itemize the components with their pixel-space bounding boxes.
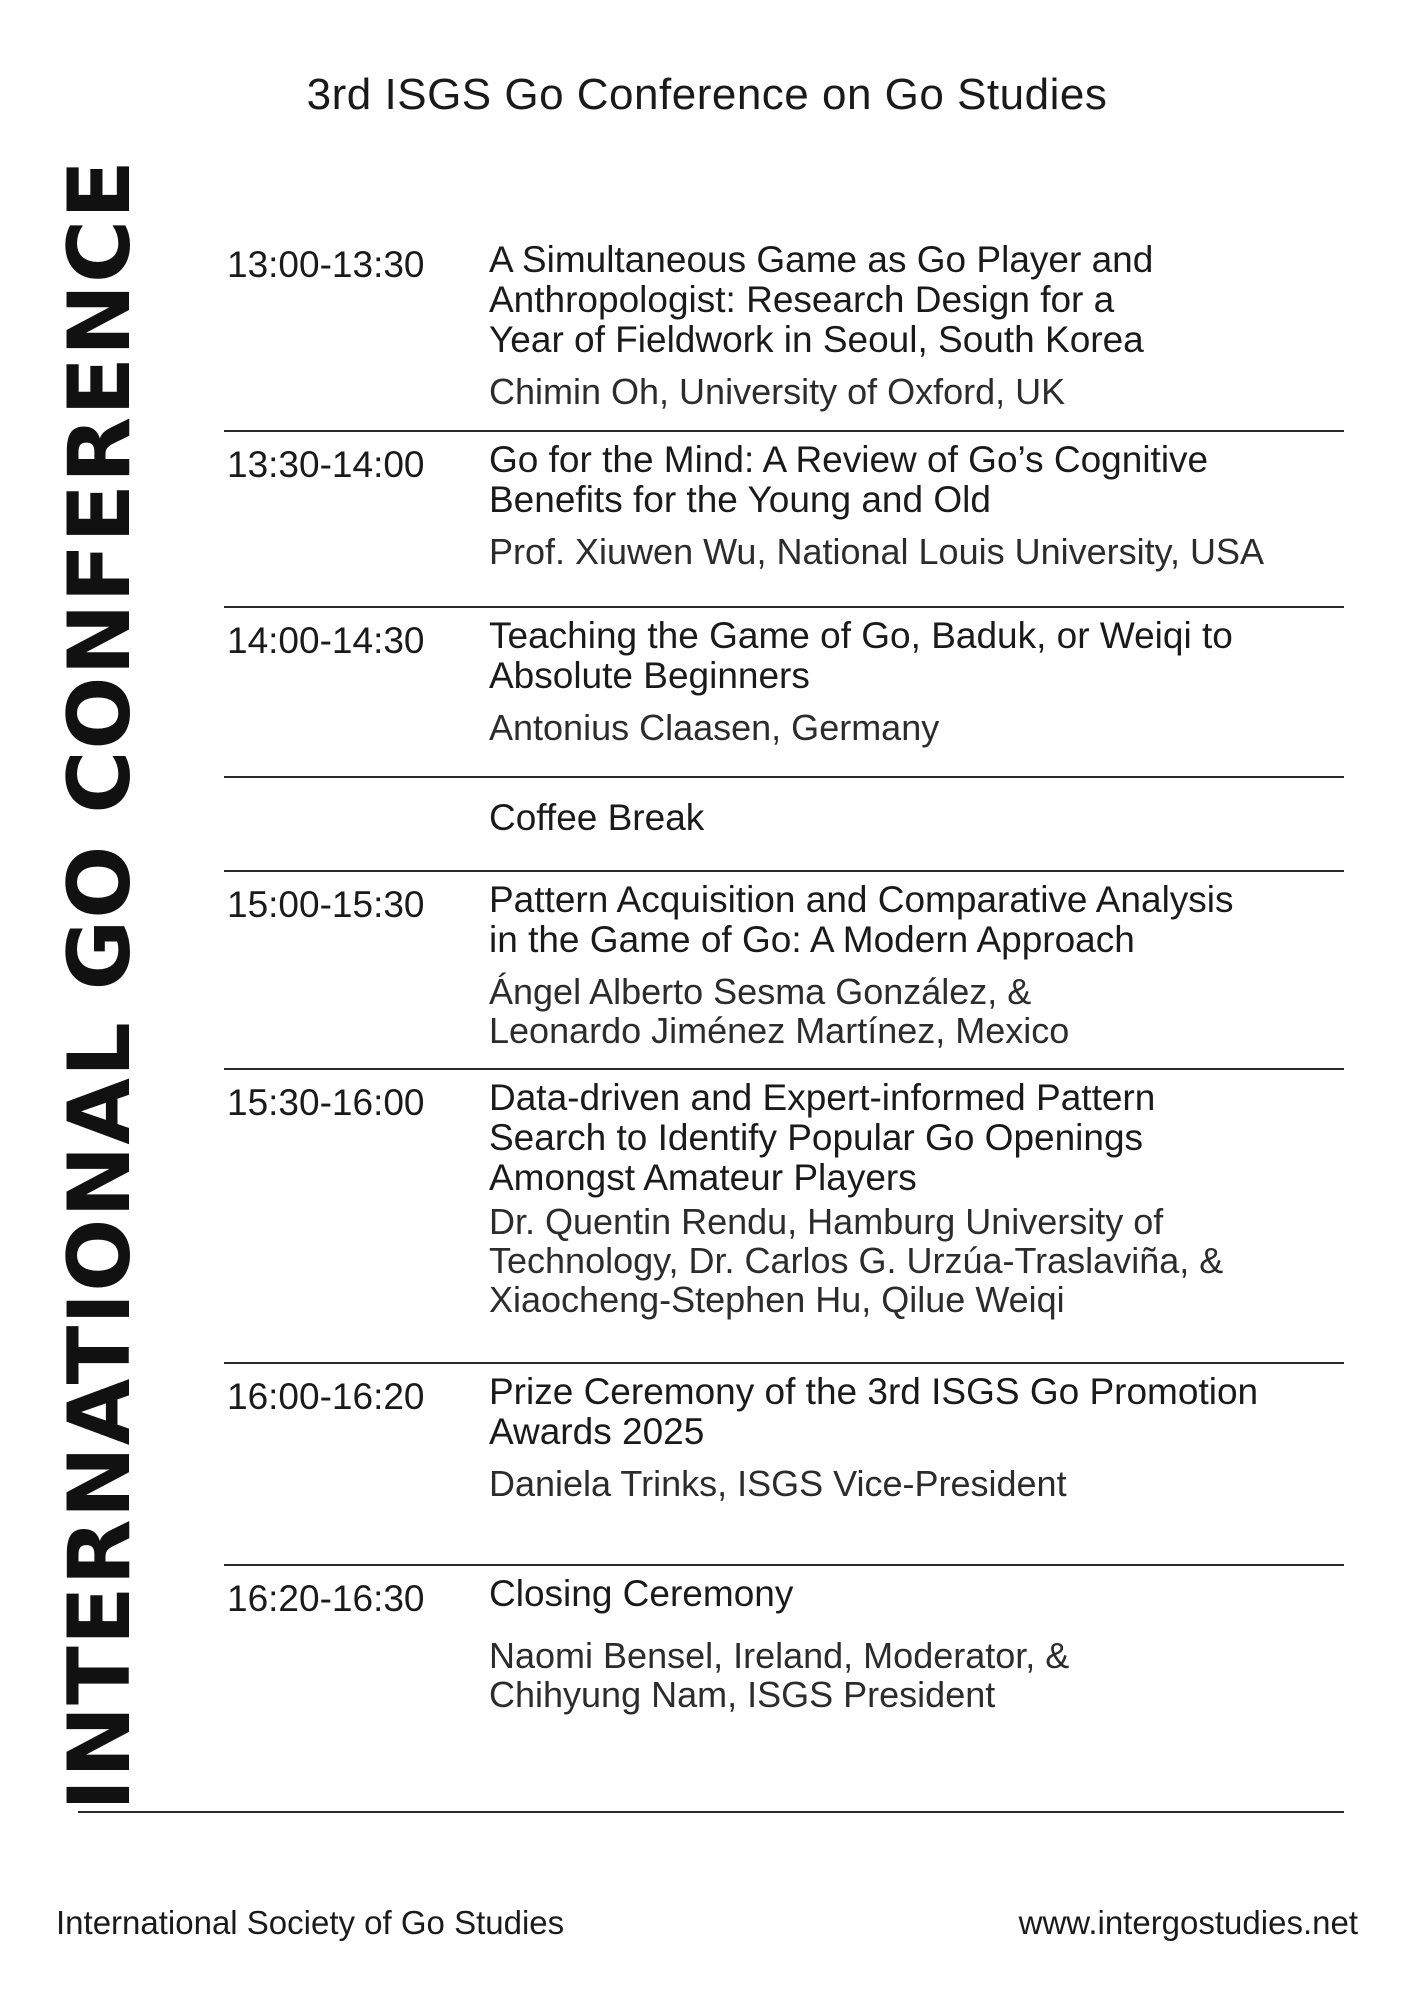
speaker-line: Chihyung Nam, ISGS President: [489, 1674, 996, 1715]
schedule-table: [224, 232, 1344, 1746]
footer-website-link[interactable]: www.intergostudies.net: [1018, 1904, 1358, 1941]
title-line: Benefits for the Young and Old: [489, 479, 991, 520]
session-title: [489, 1574, 1344, 1614]
page-title: 3rd ISGS Go Conference on Go Studies: [306, 70, 1108, 119]
session-speaker: [489, 1636, 1344, 1714]
schedule-row: [224, 1566, 1344, 1746]
side-title: INTERNATIONAL GO CONFERENCE: [50, 159, 150, 1811]
session-speaker: [489, 972, 1344, 1050]
speaker-line: Technology, Dr. Carlos G. Urzúa-Traslaviña, &: [489, 1240, 1224, 1281]
schedule-row: [224, 608, 1344, 778]
session-speaker: [489, 532, 1344, 571]
schedule-row: [224, 232, 1344, 432]
session-content: [489, 778, 1344, 870]
session-content: [489, 608, 1344, 776]
speaker-line: Prof. Xiuwen Wu, National Louis University, USA: [489, 531, 1264, 572]
schedule-row: [224, 1364, 1344, 1566]
title-line: Closing Ceremony: [489, 1573, 794, 1614]
session-content: [489, 432, 1344, 606]
session-time: 13:30-14:00: [227, 444, 425, 485]
title-line: Data-driven and Expert-informed Pattern: [489, 1077, 1156, 1118]
schedule-row: [224, 1070, 1344, 1364]
title-line: Year of Fieldwork in Seoul, South Korea: [489, 319, 1144, 360]
session-title: [489, 1078, 1344, 1198]
speaker-line: Naomi Bensel, Ireland, Moderator, &: [489, 1635, 1070, 1676]
session-time: 14:00-14:30: [227, 620, 425, 661]
title-line: A Simultaneous Game as Go Player and: [489, 239, 1154, 280]
side-banner: [50, 159, 150, 1811]
session-title: [489, 1372, 1344, 1452]
speaker-line: Leonardo Jiménez Martínez, Mexico: [489, 1010, 1070, 1051]
speaker-line: Dr. Quentin Rendu, Hamburg University of: [489, 1201, 1164, 1242]
session-content: [489, 1566, 1344, 1746]
session-content: [489, 232, 1344, 430]
speaker-line: Xiaocheng-Stephen Hu, Qilue Weiqi: [489, 1279, 1065, 1320]
title-line: Absolute Beginners: [489, 655, 810, 696]
schedule-row-break: [224, 778, 1344, 872]
title-line: Teaching the Game of Go, Baduk, or Weiqi to: [489, 615, 1233, 656]
break-label: Coffee Break: [489, 797, 705, 838]
bottom-divider: [78, 1811, 1344, 1813]
session-time: [224, 778, 489, 870]
title-line: Prize Ceremony of the 3rd ISGS Go Promotion: [489, 1371, 1259, 1412]
session-time: 15:30-16:00: [227, 1082, 425, 1123]
speaker-line: Daniela Trinks, ISGS Vice-President: [489, 1463, 1067, 1504]
speaker-line: Antonius Claasen, Germany: [489, 707, 940, 748]
title-line: Awards 2025: [489, 1411, 705, 1452]
schedule-row: [224, 432, 1344, 608]
session-speaker: [489, 708, 1344, 747]
schedule-row: [224, 872, 1344, 1070]
session-time: 15:00-15:30: [227, 884, 425, 925]
session-speaker: [489, 1202, 1344, 1319]
session-content: [489, 1070, 1344, 1362]
session-title: [489, 616, 1344, 696]
session-time: 16:20-16:30: [227, 1578, 425, 1619]
title-line: Go for the Mind: A Review of Go’s Cognitive: [489, 439, 1209, 480]
title-line: Pattern Acquisition and Comparative Analysis: [489, 879, 1234, 920]
title-line: Search to Identify Popular Go Openings: [489, 1117, 1144, 1158]
speaker-line: Ángel Alberto Sesma González, &: [489, 971, 1032, 1012]
session-title: [489, 240, 1344, 360]
session-content: [489, 1364, 1344, 1564]
speaker-line: Chimin Oh, University of Oxford, UK: [489, 371, 1066, 412]
session-title: [489, 880, 1344, 960]
session-content: [489, 872, 1344, 1068]
title-line: Amongst Amateur Players: [489, 1157, 917, 1198]
title-line: Anthropologist: Research Design for a: [489, 279, 1115, 320]
title-line: in the Game of Go: A Modern Approach: [489, 919, 1135, 960]
session-time: 16:00-16:20: [227, 1376, 425, 1417]
session-title: [489, 440, 1344, 520]
session-speaker: [489, 372, 1344, 411]
footer-organization: International Society of Go Studies: [56, 1904, 565, 1941]
session-speaker: [489, 1464, 1344, 1503]
session-time: 13:00-13:30: [227, 244, 425, 285]
